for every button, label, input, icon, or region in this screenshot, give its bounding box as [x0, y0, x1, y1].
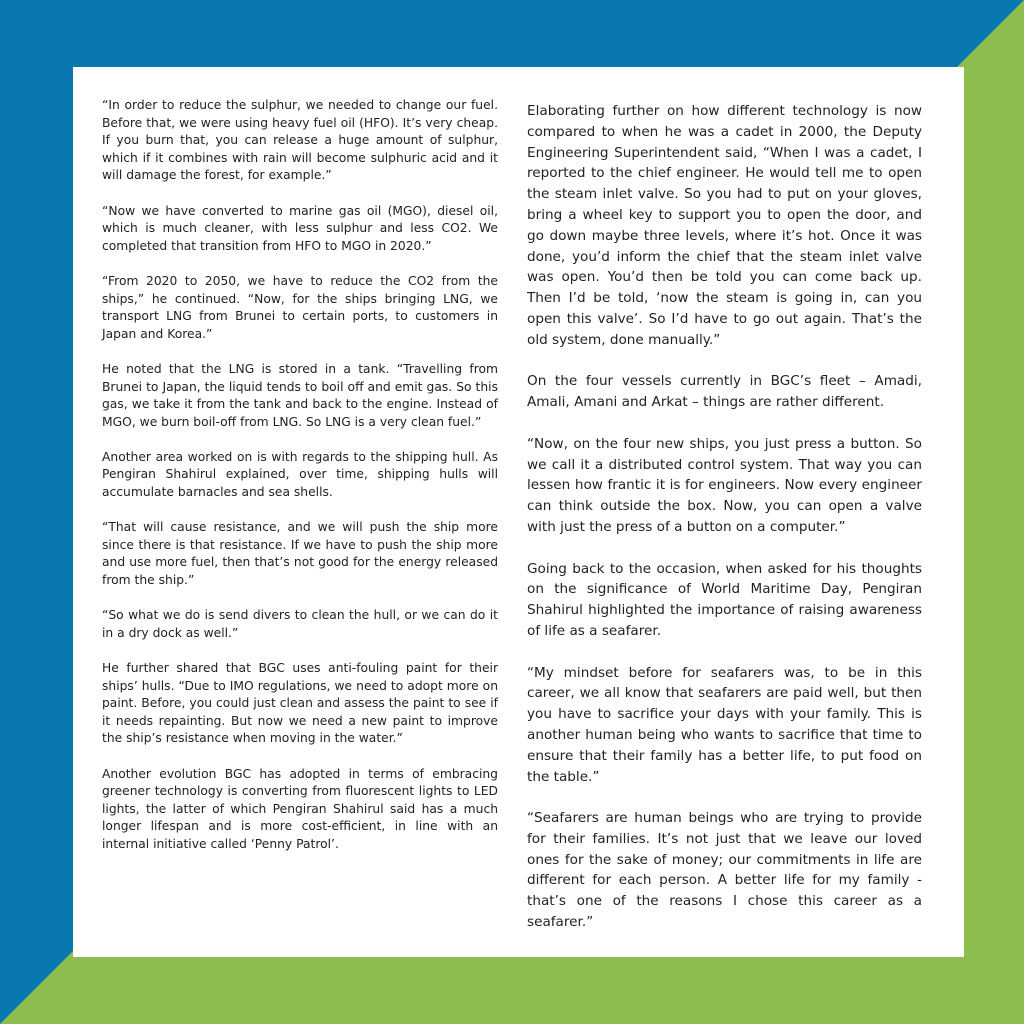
paragraph: “In order to reduce the sulphur, we needed to change our fuel. Before that, we were using heavy fuel oil (HFO). It’s very cheap. If you burn that, you can release a huge amount of sulphur, which if it combines with rain will become sulphuric acid and it will damage the forest, for example.” [102, 98, 498, 183]
paragraph: On the four vessels currently in BGC’s fleet – Amadi, Amali, Amani and Arkat – things are rather different. [527, 373, 922, 411]
paragraph: He further shared that BGC uses anti-fouling paint for their ships’ hulls. “Due to IMO regulations, we need to adopt more on paint. Before, you could just clean and assess the paint to see if it needs repainting. But now we need a new paint to improve the ship’s resistance when moving in the water.” [102, 661, 498, 746]
paragraph: “From 2020 to 2050, we have to reduce the CO2 from the ships,” he continued. “Now, for the ships bringing LNG, we transport LNG from Brunei to certain ports, to customers in Japan and Korea.” [102, 273, 498, 341]
paragraph: “That will cause resistance, and we will push the ship more since there is that resistance. If we have to push the ship more and use more fuel, then that’s not good for the energy released from the ship.” [102, 520, 498, 588]
paragraph: “Now we have converted to marine gas oil (MGO), diesel oil, which is much cleaner, with less sulphur and less CO2. We completed that transition from HFO to MGO in 2020.” [102, 203, 498, 253]
right-column [527, 101, 922, 954]
paragraph: “Now, on the four new ships, you just press a button. So we call it a distributed control system. That way you can lessen how frantic it is for engineers. Now every engineer can think outside the box. Now, you can open a valve with just the press of a button on a computer.” [527, 435, 922, 535]
paragraph: “My mindset before for seafarers was, to be in this career, we all know that seafarers are paid well, but then you have to sacrifice your days with your family. This is another human being who wants to sacrifice that time to ensure that their family has a better life, to put food on the table.” [527, 664, 922, 785]
paragraph: Elaborating further on how different technology is now compared to when he was a cadet in 2000, the Deputy Engineering Superintendent said, “When I was a cadet, I reported to the chief engineer. He would tell me to open the steam inlet valve. So you had to put on your gloves, bring a wheel key to support you to open the door, and go down maybe three levels, where it’s hot. Once it was done, you’d inform the chief that the steam inlet valve was open. You’d then be told you can come back up. Then I’d be told, ‘now the steam is going in, can you open this valve’. So I’d have to go out again. That’s the old system, done manually.” [527, 103, 922, 348]
paragraph: Another evolution BGC has adopted in terms of embracing greener technology is converting from fluorescent lights to LED lights, the latter of which Pengiran Shahirul said has a much longer lifespan and is more cost-efficient, in line with an internal initiative called ‘Penny Patrol’. [102, 766, 498, 851]
paragraph: “So what we do is send divers to clean the hull, or we can do it in a dry dock as well.” [102, 608, 498, 640]
paragraph: He noted that the LNG is stored in a tank. “Travelling from Brunei to Japan, the liquid tends to boil off and emit gas. So this gas, we take it from the tank and back to the engine. Instead of MGO, we burn boil-off from LNG. So LNG is a very clean fuel.” [102, 361, 498, 429]
paragraph: “Seafarers are human beings who are trying to provide for their families. It’s not just that we leave our loved ones for the sake of money; our commitments in life are different for each person. A better life for my family - that’s one of the reasons I chose this career as a seafarer.” [527, 810, 922, 931]
article-panel [73, 67, 964, 957]
paragraph: Another area worked on is with regards to the shipping hull. As Pengiran Shahirul explained, over time, shipping hulls will accumulate barnacles and sea shells. [102, 449, 498, 500]
paragraph: Going back to the occasion, when asked for his thoughts on the significance of World Maritime Day, Pengiran Shahirul highlighted the importance of raising awareness of life as a seafarer. [527, 560, 922, 639]
left-column [102, 97, 498, 871]
